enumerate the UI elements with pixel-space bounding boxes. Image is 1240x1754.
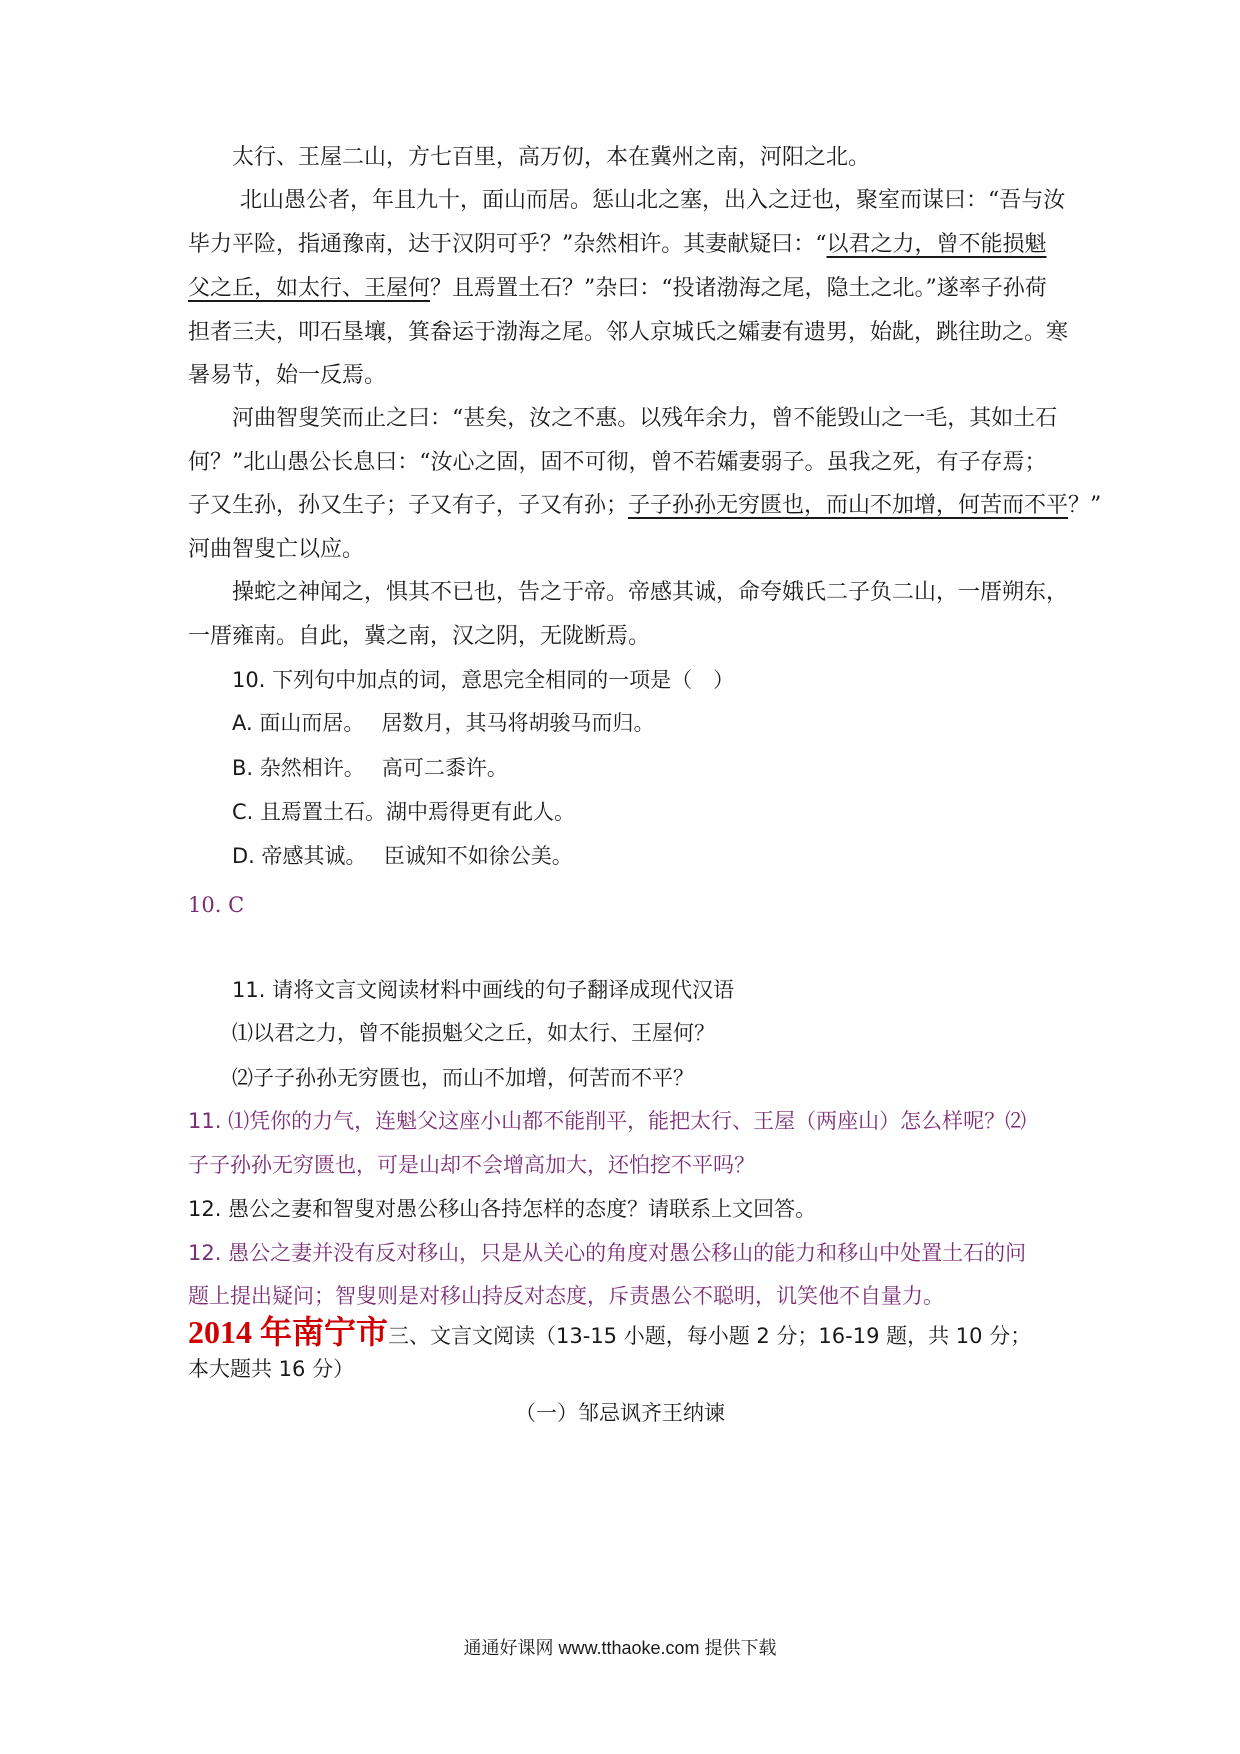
underlined-sentence-1b: 父之丘，如太行、王屋何: [188, 276, 431, 301]
question-12-answer-line-1: 12. 愚公之妻并没有反对移山，只是从关心的角度对愚公移山的能力和移山中处置土石的问: [188, 1241, 1027, 1265]
passage-paragraph-2-line-1: 北山愚公者，年且九十，面山而居。惩山北之塞，出入之迂也，聚室而谋曰：“吾与汝: [240, 188, 1066, 213]
page-footer: 通通好课网 www.tthaoke.com 提供下载: [463, 1638, 777, 1658]
passage-subtitle: （一）邹忌讽齐王纳谏: [515, 1401, 725, 1425]
section-heading: [188, 1312, 1031, 1356]
question-11-answer-line-1: 11. ⑴凭你的力气，连魁父这座小山都不能削平，能把太行、王屋（两座山）怎么样呢？⑵: [188, 1109, 1027, 1133]
passage-paragraph-2-line-4: 担者三夫，叩石垦壤，箕畚运于渤海之尾。邻人京城氏之孀妻有遗男，始龀，跳往助之。寒: [188, 320, 1069, 345]
question-10-option-d: D. 帝感其诚。 臣诚知不如徐公美。: [232, 844, 573, 868]
question-10-stem: 10. 下列句中加点的词，意思完全相同的一项是（ ）: [232, 668, 735, 692]
passage-paragraph-4-line-2: 一厝雍南。自此，冀之南，汉之阴，无陇断焉。: [188, 624, 651, 649]
passage-paragraph-2-line-5: 暑易节，始一反焉。: [188, 363, 387, 388]
passage-paragraph-4-line-1: 操蛇之神闻之，惧其不已也，告之于帝。帝感其诚，命夸娥氏二子负二山，一厝朔东，: [232, 580, 1069, 605]
question-10-option-c: C. 且焉置土石。湖中焉得更有此人。: [232, 800, 576, 824]
passage-paragraph-3-line-2: 何？”北山愚公长息曰：“汝心之固，固不可彻，曾不若孀妻弱子。虽我之死，有子存焉；: [188, 450, 1047, 475]
section-heading-city: 2014 年南宁市: [188, 1314, 389, 1350]
passage-paragraph-3-line-1: 河曲智叟笑而止之曰：“甚矣，汝之不惠。以残年余力，曾不能毁山之一毛，其如土石: [232, 406, 1058, 431]
passage-text: 毕力平险，指通豫南，达于汉阴可乎？”杂然相许。其妻献疑曰：“: [188, 232, 827, 257]
passage-paragraph-1: 太行、王屋二山，方七百里，高万仞，本在冀州之南，河阳之北。: [232, 145, 871, 170]
question-11-answer-line-2: 子子孙孙无穷匮也，可是山却不会增高加大，还怕挖不平吗？: [188, 1153, 755, 1177]
passage-paragraph-2-line-3: [188, 274, 1047, 304]
passage-paragraph-3-line-4: 河曲智叟亡以应。: [188, 537, 365, 562]
question-10-answer: 10. C: [188, 893, 245, 917]
question-12-stem: 12. 愚公之妻和智叟对愚公移山各持怎样的态度？请联系上文回答。: [188, 1197, 817, 1221]
underlined-sentence-1a: 以君之力，曾不能损魁: [826, 232, 1047, 257]
question-11-sentence-2: ⑵子子孙孙无穷匮也，而山不加增，何苦而不平？: [232, 1066, 694, 1090]
passage-text: ？”: [1068, 493, 1102, 518]
question-11-stem: 11. 请将文言文阅读材料中画线的句子翻译成现代汉语: [232, 978, 735, 1002]
passage-text: 子又生孙，孙又生子；子又有子，子又有孙；: [188, 493, 629, 518]
passage-text: ？且焉置土石？”杂曰：“投诸渤海之尾，隐土之北。”遂率子孙荷: [430, 276, 1047, 301]
passage-paragraph-2-line-2: [188, 230, 1047, 260]
section-heading-text: 三、文言文阅读（13-15 小题，每小题 2 分；16-19 题，共 10 分；: [388, 1324, 1032, 1348]
question-10-option-b: B. 杂然相许。 高可二黍许。: [232, 756, 508, 780]
underlined-sentence-2: 子子孙孙无穷匮也，而山不加增，何苦而不平: [628, 493, 1069, 518]
question-10-option-a: A. 面山而居。 居数月，其马将胡骏马而归。: [232, 711, 655, 735]
question-11-sentence-1: ⑴以君之力，曾不能损魁父之丘，如太行、王屋何？: [232, 1021, 715, 1045]
passage-paragraph-3-line-3: [188, 491, 1101, 521]
section-heading-line-2: 本大题共 16 分）: [188, 1357, 355, 1381]
question-12-answer-line-2: 题上提出疑问；智叟则是对移山持反对态度，斥责愚公不聪明，讥笑他不自量力。: [188, 1284, 944, 1308]
